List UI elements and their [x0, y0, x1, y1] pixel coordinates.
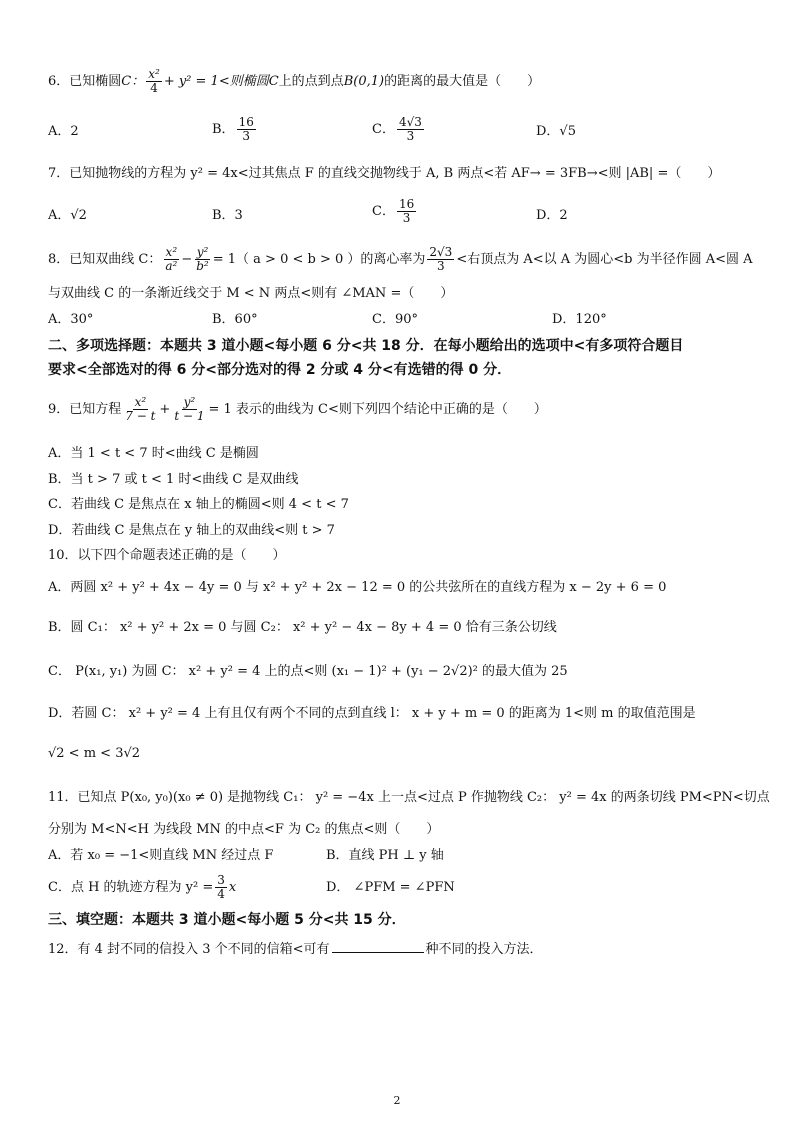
- q6-option-a: A．2: [48, 124, 79, 139]
- q11-stem-line1: 11．已知点 P(x₀, y₀)(x₀ ≠ 0) 是抛物线 C₁： y² = −4x 上一点<过点 P 作抛物线 C₂： y² = 4x 的两条切线 PM<PN<切点: [48, 790, 770, 805]
- q6-fraction: $\frac{\text{x²}}{4}$: [148, 67, 160, 96]
- q8-option-b: B．60°: [212, 312, 258, 327]
- q11-option-d: D． ∠PFM = ∠PFN: [326, 880, 455, 895]
- q7-stem: 7．已知抛物线的方程为 y² = 4x<过其焦点 F 的直线交抛物线于 A, B 两点<若 AF→ = 3FB→<则 |AB| =（ ）: [48, 166, 721, 181]
- q9-option-c: C．若曲线 C 是焦点在 x 轴上的椭圆<则 4 < t < 7: [48, 497, 349, 512]
- q9-option-a: A．当 1 < t < 7 时<曲线 C 是椭圆: [48, 446, 259, 461]
- q8-stem-line1: 8．已知双曲线 C： $\frac{\text{x²}}{\text{a²}}$ − $\frac{\text{y²}}{\text{b²}}$ = 1（ a > 0 < b > 0 ）的离心率为 $\frac{2√3}{3}$ <右顶点为 A<以 A 为圆心<b 为半径作圆 A<圆 A: [48, 245, 753, 274]
- q10-stem: 10．以下四个命题表述正确的是（ ）: [48, 548, 286, 563]
- q9-option-d: D．若曲线 C 是焦点在 y 轴上的双曲线<则 t > 7: [48, 523, 335, 538]
- q12-stem: 12．有 4 封不同的信投入 3 个不同的信箱<可有 种不同的投入方法．: [48, 942, 543, 957]
- q11-option-c: C．点 H 的轨迹方程为 y² = $\frac{3}{4}$ x: [48, 873, 237, 902]
- q10-option-a: A．两圆 x² + y² + 4x − 4y = 0 与 x² + y² + 2x − 12 = 0 的公共弦所在的直线方程为 x − 2y + 6 = 0: [48, 580, 667, 595]
- q7-option-b: B．3: [212, 208, 243, 223]
- q9-option-b: B．当 t > 7 或 t < 1 时<曲线 C 是双曲线: [48, 472, 299, 487]
- section2-heading-line1: 二、多项选择题：本题共 3 道小题<每小题 6 分<共 18 分．在每小题给出的选项中<有多项符合题目: [48, 338, 684, 354]
- q9-stem: 9．已知方程 $\frac{\text{x²}}{7 - t}$ + $\frac{\text{y²}}{t - 1}$ = 1 表示的曲线为 C<则下列四个结论中正确的是（ ）: [48, 395, 547, 424]
- q10-option-b: B．圆 C₁： x² + y² + 2x = 0 与圆 C₂： x² + y² − 4x − 8y + 4 = 0 恰有三条公切线: [48, 620, 557, 635]
- q10-option-d-line1: D．若圆 C： x² + y² = 4 上有且仅有两个不同的点到直线 l： x + y + m = 0 的距离为 1<则 m 的取值范围是: [48, 706, 696, 721]
- q6-option-b: B． $\frac{16}{3}$: [212, 115, 254, 144]
- section3-heading: 三、填空题：本题共 3 道小题<每小题 5 分<共 15 分．: [48, 912, 406, 928]
- q6-stem: 6．已知椭圆C： $\frac{\text{x²}}{4}$ + y² = 1<则椭圆C上的点到点B(0,1)的距离的最大值是（ ）: [48, 67, 541, 96]
- q11-stem-line2: 分别为 M<N<H 为线段 MN 的中点<F 为 C₂ 的焦点<则（ ）: [48, 822, 440, 837]
- q6-option-d: D．√5: [536, 124, 576, 139]
- q6-option-c: C． $\frac{4√3}{3}$: [372, 115, 422, 144]
- page-number: 2: [393, 1094, 401, 1107]
- section2-heading-line2: 要求<全部选对的得 6 分<部分选对的得 2 分或 4 分<有选错的得 0 分．: [48, 362, 512, 378]
- q8-option-d: D．120°: [552, 312, 607, 327]
- q7-option-c: C． $\frac{16}{3}$: [372, 197, 415, 226]
- q10-option-c: C． P(x₁, y₁) 为圆 C： x² + y² = 4 上的点<则 (x₁ − 1)² + (y₁ − 2√2)² 的最大值为 25: [48, 664, 568, 679]
- q11-option-a: A．若 x₀ = −1<则直线 MN 经过点 F: [48, 848, 274, 863]
- q7-option-d: D．2: [536, 208, 568, 223]
- q8-option-a: A．30°: [48, 312, 94, 327]
- q10-option-d-line2: √2 < m < 3√2: [48, 746, 141, 761]
- q7-option-a: A．√2: [48, 208, 87, 223]
- q12-answer-blank[interactable]: [332, 940, 424, 953]
- q11-option-b: B．直线 PH ⊥ y 轴: [326, 848, 444, 863]
- q8-stem-line2: 与双曲线 C 的一条渐近线交于 M < N 两点<则有 ∠MAN =（ ）: [48, 286, 454, 301]
- q8-option-c: C．90°: [372, 312, 418, 327]
